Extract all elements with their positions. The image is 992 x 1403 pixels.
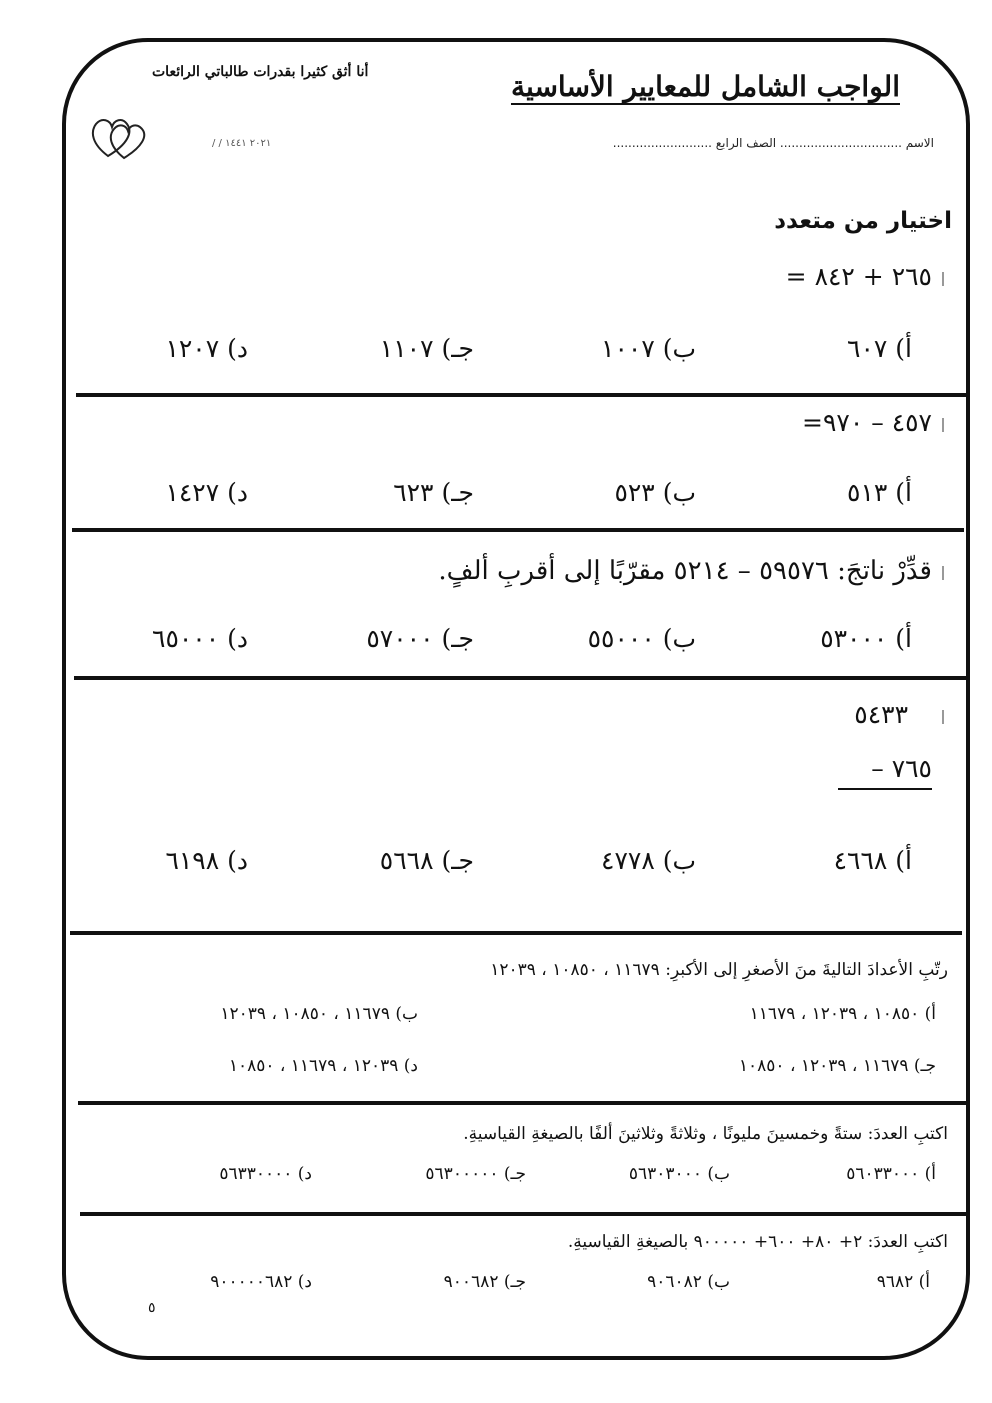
option-letter: د) [227,624,248,653]
section-title: اختيار من متعدد [774,208,952,234]
question-3-prompt: قدِّرْ ناتجَ: ٥٩٥٧٦ – ٥٢١٤ مقرّبًا إلى أقربِ ألفٍ. [438,556,932,586]
option-letter: د) [297,1272,312,1292]
student-info-line[interactable]: الاسم ................................ الصف الرابع .......................... [612,136,934,150]
question-5-option-c[interactable] [739,1056,936,1076]
option-value: ٦٥٠٠٠ [152,624,220,653]
option-value: ١٠٠٧ [601,334,655,363]
option-letter: أ) [895,478,912,507]
option-letter: جـ) [503,1164,526,1184]
subtraction-line [838,788,932,790]
question-6-option-b[interactable] [629,1164,730,1184]
date-line: / / ٢٠٢١ ١٤٤١ [212,138,272,149]
option-value: ٥٦٠٣٣٠٠٠ [846,1164,920,1184]
option-value: ٥٢٣ [614,478,655,507]
question-3-option-a[interactable] [820,624,912,653]
option-letter: ب) [662,624,696,653]
question-7-prompt: اكتبِ العددَ: ٢+ ٨٠+ ٦٠٠+ ٩٠٠٠٠٠ بالصيغةِ القياسيةِ. [567,1232,948,1252]
option-value: ١٢٠٧ [165,334,220,363]
option-letter: جـ) [441,624,474,653]
option-value: ٥٦٣٣٠٠٠٠ [219,1164,293,1184]
option-value: ١٢٠٣٩ ، ١١٦٧٩ ، ١٠٨٥٠ [228,1056,399,1076]
option-letter: أ) [895,846,912,875]
option-value: ٤٧٧٨ [601,846,655,875]
question-4-option-a[interactable] [834,846,912,875]
question-3-option-c[interactable] [366,624,474,653]
question-7-option-a[interactable] [877,1272,930,1292]
option-value: ٩٠٦٠٨٢ [647,1272,702,1292]
option-value: ١٤٢٧ [165,478,220,507]
question-6-option-d[interactable] [219,1164,312,1184]
page-border [62,38,970,1360]
option-value: ١١٦٧٩ ، ١٢٠٣٩ ، ١٠٨٥٠ [738,1056,909,1076]
option-value: ٦١٩٨ [165,846,220,875]
question-1-option-b[interactable] [601,334,696,363]
option-letter: د) [227,478,248,507]
option-letter: ب) [662,478,696,507]
question-2-option-c[interactable] [393,478,474,507]
question-6-prompt: اكتبِ العددَ: ستةً وخمسينَ مليونًا ، وثلاثةً وثلاثينَ ألفًا بالصيغةِ القياسيةِ. [463,1124,948,1144]
question-marker [942,710,944,724]
question-5-option-b[interactable] [220,1004,418,1024]
option-value: ٥٧٠٠٠ [366,624,434,653]
option-value: ١١٠٧ [379,334,434,363]
option-value: ٦٠٧ [847,334,888,363]
option-letter: ب) [662,334,696,363]
question-marker [942,272,944,286]
question-2-option-a[interactable] [847,478,912,507]
option-value: ٤٦٦٨ [833,846,888,875]
option-value: ٥٦٣٠٠٠٠٠ [425,1164,499,1184]
option-letter: ب) [707,1164,730,1184]
question-7-option-c[interactable] [444,1272,526,1292]
worksheet-title: الواجب الشامل للمعايير الأساسية [510,70,900,103]
option-letter: أ) [918,1272,930,1292]
option-value: ٩٠٠٦٨٢ [443,1272,499,1292]
divider [74,676,966,680]
question-6-option-c[interactable] [425,1164,526,1184]
option-letter: أ) [895,624,912,653]
question-7-option-d[interactable] [210,1272,312,1292]
question-3-option-b[interactable] [588,624,696,653]
option-value: ٥٣٠٠٠ [820,624,888,653]
option-value: ٥١٣ [847,478,888,507]
question-6-option-a[interactable] [846,1164,936,1184]
option-value: ١٠٨٥٠ ، ١٢٠٣٩ ، ١١٦٧٩ [749,1004,920,1024]
option-value: ٥٥٠٠٠ [587,624,655,653]
divider [80,1212,966,1216]
question-7-option-b[interactable] [647,1272,730,1292]
option-letter: جـ) [441,478,474,507]
page-number: ٥ [148,1300,156,1316]
option-letter: د) [297,1164,312,1184]
option-letter: ب) [395,1004,418,1024]
option-value: ٦٢٣ [393,478,434,507]
question-1-option-c[interactable] [380,334,474,363]
option-value: ١١٦٧٩ ، ١٠٨٥٠ ، ١٢٠٣٩ [220,1004,390,1024]
option-letter: جـ) [913,1056,936,1076]
option-letter: ب) [707,1272,730,1292]
option-letter: د) [227,846,248,875]
option-letter: جـ) [441,846,474,875]
question-2-prompt: =٤٥٧ – ٩٧٠ [802,408,932,437]
hearts-icon [88,112,150,164]
question-marker [942,418,944,432]
question-3-option-d[interactable] [152,624,248,653]
option-letter: د) [403,1056,418,1076]
question-1-option-d[interactable] [165,334,248,363]
option-letter: أ) [895,334,912,363]
option-letter: جـ) [503,1272,526,1292]
question-5-option-d[interactable] [229,1056,418,1076]
option-letter: جـ) [441,334,474,363]
question-1-option-a[interactable] [847,334,912,363]
divider [72,528,964,532]
question-4-option-d[interactable] [165,846,248,875]
question-marker [942,566,944,580]
option-value: ٩٠٠٠٠٠٦٨٢ [210,1272,293,1292]
option-letter: أ) [924,1004,936,1024]
option-value: ٥٦٣٠٣٠٠٠ [628,1164,702,1184]
question-4-subtrahend: – ٧٦٥ [871,754,932,783]
option-value: ٥٦٦٨ [379,846,434,875]
question-4-minuend: ٥٤٣٣ [854,700,908,729]
question-1-prompt: = ٢٦٥ + ٨٤٢ [785,262,932,291]
question-2-option-d[interactable] [165,478,248,507]
question-5-prompt: رتّبِ الأعدادَ التاليةَ منَ الأصغرِ إلى الأكبرِ: ١١٦٧٩ ، ١٠٨٥٠ ، ١٢٠٣٩ [490,960,948,980]
question-2-option-b[interactable] [614,478,696,507]
divider [70,931,962,935]
option-letter: ب) [662,846,696,875]
option-value: ٩٦٨٢ [876,1272,914,1292]
divider [78,1101,968,1105]
divider [76,393,966,397]
question-4-option-b[interactable] [601,846,696,875]
option-letter: أ) [924,1164,936,1184]
question-4-option-c[interactable] [380,846,474,875]
question-5-option-a[interactable] [750,1004,936,1024]
option-letter: د) [227,334,248,363]
motto-text: أنا أثق كثيرا بقدرات طالباتي الرائعات [152,64,369,80]
